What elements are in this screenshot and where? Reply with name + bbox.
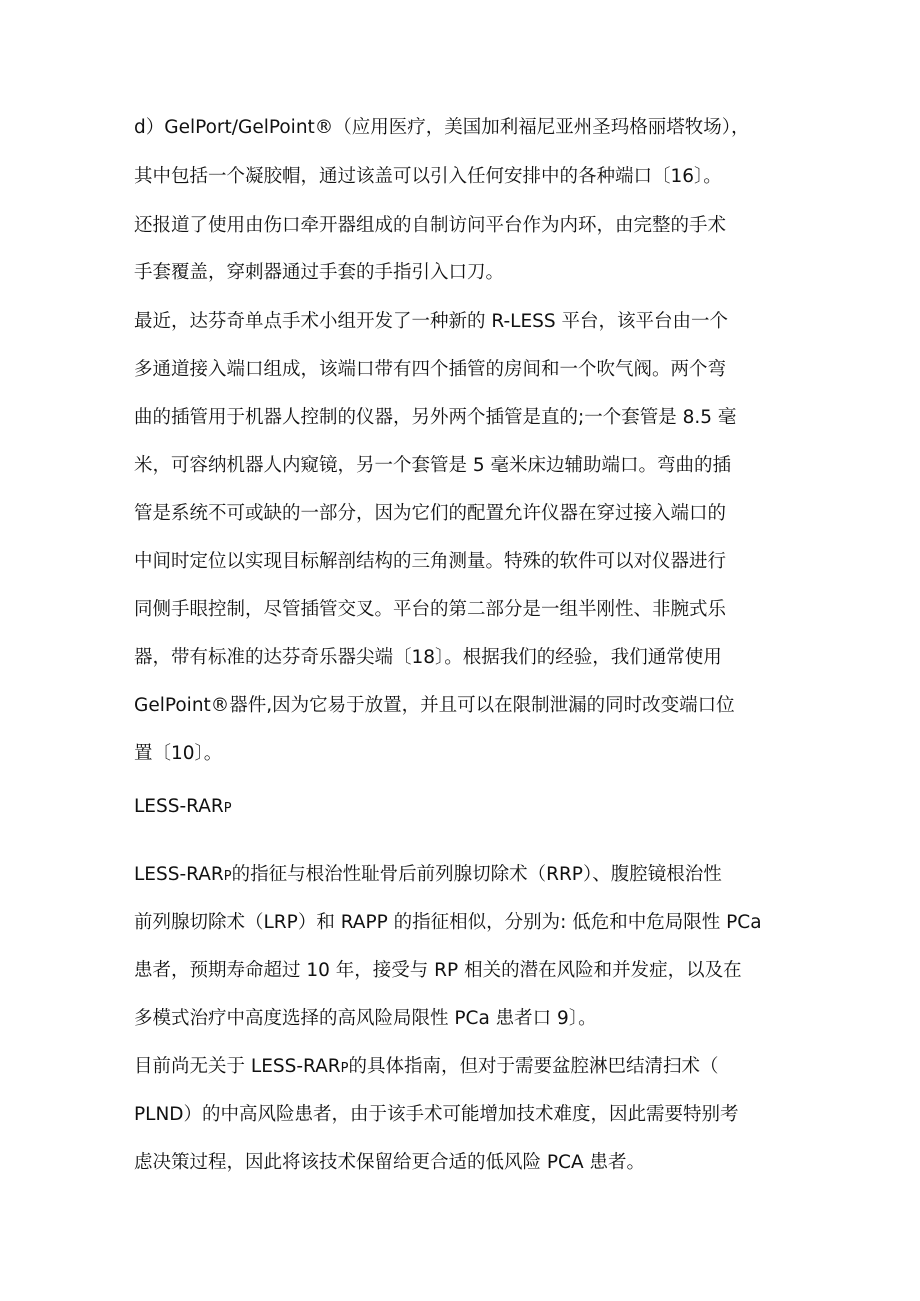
text-line: 米，可容纳机器人内窥镜，另一个套管是 5 毫米床边辅助端口。弯曲的插	[134, 455, 732, 476]
text-line: 还报道了使用由伤口牵开器组成的自制访问平台作为内环，由完整的手术	[134, 215, 727, 236]
inline-text: 目前尚无关于 LESS-RAR	[134, 1056, 341, 1077]
text-line: 多模式治疗中高度选择的高风险局限性 PCa 患者口 9〕。	[134, 1008, 597, 1029]
text-line: 同侧手眼控制，尽管插管交叉。平台的第二部分是一组半刚性、非腕式乐	[134, 599, 727, 620]
inline-text: 的指征与根治性耻骨后前列腺切除术（RRP）、腹腔镜根治性	[231, 864, 722, 885]
text-line: 最近，达芬奇单点手术小组开发了一种新的 R-LESS 平台，该平台由一个	[134, 311, 729, 332]
text-line: 前列腺切除术（LRP）和 RAPP 的指征相似，分别为: 低危和中危局限性 PCa	[134, 912, 762, 933]
text-line: GelPoint®器件,因为它易于放置，并且可以在限制泄漏的同时改变端口位	[134, 695, 735, 716]
heading-small-caps: P	[223, 801, 232, 816]
text-line: 管是系统不可或缺的一部分，因为它们的配置允许仪器在穿过接入端口的	[134, 503, 727, 524]
text-line: 患者，预期寿命超过 10 年，接受与 RP 相关的潜在风险和并发症，以及在	[134, 960, 742, 981]
text-line: 置〔10〕。	[134, 743, 223, 764]
text-line: 器，带有标准的达芬奇乐器尖端〔18〕。根据我们的经验，我们通常使用	[134, 647, 722, 668]
inline-small-caps: P	[340, 1061, 349, 1076]
text-line	[134, 1058, 718, 1077]
text-line: d）GelPort/GelPoint®（应用医疗，美国加利福尼亚州圣玛格丽塔牧场），	[134, 117, 750, 138]
text-line: 中间时定位以实现目标解剖结构的三角测量。特殊的软件可以对仪器进行	[134, 551, 727, 572]
inline-text: 的具体指南，但对于需要盆腔淋巴结清扫术（	[348, 1056, 719, 1077]
heading-text: LESS-RAR	[134, 796, 224, 817]
text-line: 其中包括一个凝胶帽，通过该盖可以引入任何安排中的各种端口〔16〕。	[134, 166, 722, 187]
text-line: 手套覆盖，穿刺器通过手套的手指引入口刀。	[134, 262, 505, 283]
text-line	[134, 866, 722, 885]
section-heading	[134, 798, 232, 817]
text-line: 曲的插管用于机器人控制的仪器，另外两个插管是直的;一个套管是 8.5 毫	[134, 407, 737, 428]
inline-term: LESS-RAR	[134, 864, 224, 885]
text-line: 多通道接入端口组成，该端口带有四个插管的房间和一个吹气阀。两个弯	[134, 359, 727, 380]
inline-small-caps: P	[223, 869, 232, 884]
text-line: 虑决策过程，因此将该技术保留给更合适的低风险 PCA 患者。	[134, 1152, 645, 1173]
text-line: PLND）的中高风险患者，由于该手术可能增加技术难度，因此需要特别考	[134, 1104, 739, 1125]
